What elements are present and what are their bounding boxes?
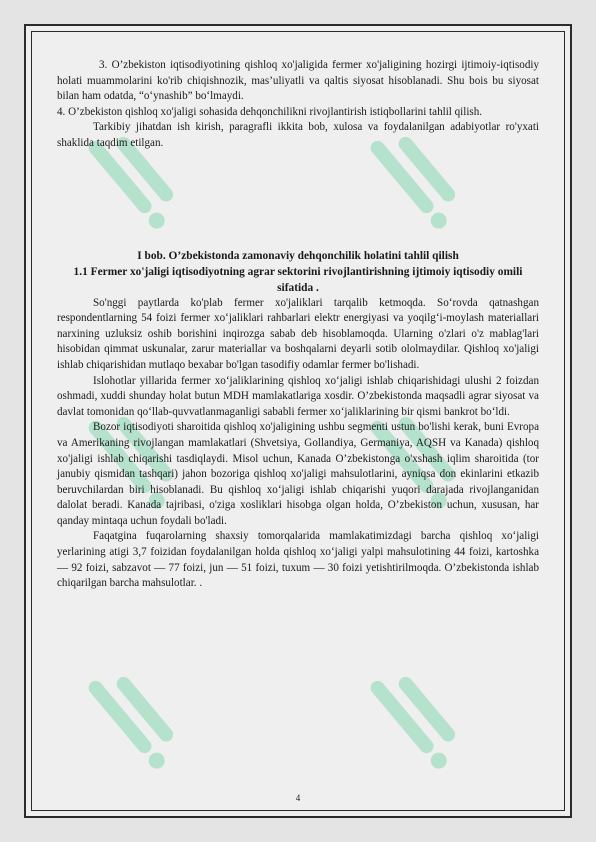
page-number: 4 [295,793,301,803]
section-spacer [57,152,539,248]
chapter-title: I bob. O’zbekistonda zamonaviy dehqonchilik holatini tahlil qilish [137,249,459,262]
body-paragraph-1: So'nggi paytlarda ko'plab fermer xo'jaliklari tarqalib ketmoqda. So‘rovda qatnashgan respondentlarning 54 foizi fermer xo‘jaliklari rahbarlari elektr energiyasi va yoqilg‘i-moylash materiallari narxining uzluksiz oshib borishini inqirozga sabab deb hisoblamoqda. Ularning o'zlari o'z mablag'lari hisobidan qimmat uskunalar, zarur materiallar va boshqalarni deyarli sotib ololmaydilar. Qishloq xo'jaligi ishlab chiqarishidan mutlaqo bexabar bo'lgan tasodifiy odamlar fermer bo'lishadi. [57,296,539,371]
intro-paragraph-1: 3. O’zbekiston iqtisodiyotining qishloq xo'jaligida fermer xo'jaligining hozirgi ijtimoiy-iqtisodiy holati muammolarini ko'rib chiqishnozik, mas’uliyatli va qaltis siyosat hisoblanadi. Shu bois bu siyosat bilan ham odatda, “o‘ynashib” bo‘lmaydi. [57,59,539,103]
body-paragraph-2: Islohotlar yillarida fermer xo‘jaliklarining qishloq xo‘jaligi ishlab chiqarishidagi ulushi 2 foizdan oshmadi, xuddi shunday holat butun MDH mamlakatlariga xosdir. O’zbekistonda maqsadli agrar siyosat va davlat tomonidan qo‘llab-quvvatlanmaganligi sababli fermer xo‘jaliklarining bir qismi bankrot bo‘ldi. [57,374,539,418]
body-paragraph-3: Bozor iqtisodiyoti sharoitida qishloq xo'jaligining ushbu segmenti ustun bo'lishi kerak, buni Evropa va Amerikaning rivojlangan mamlakatlari (Shvetsiya, Gollandiya, Germaniya, AQSH va Kanada) qishloq xo'jaligi ishlab chiqarishi tasdiqlaydi. Misol uchun, Kanada O’zbekistonga o'xshash iqlim sharoitida (tor janubiy qismidan tashqari) jahon bozoriga qishloq xo'jaligi mahsulotlarini, ayniqsa don ekinlarini etkazib beruvchilardan biri hisoblanadi. Bu qishloq xo‘jaligi ishlab chiqarishi yuqori darajada rivojlanganidan dalolat beradi. Kanada tajribasi, o'ziga xosliklari hisobga olgan holda, O’zbekiston uchun, xususan, har qanday mintaqa uchun foydali bo'ladi. [57,421,539,527]
intro-paragraph-3: Tarkibiy jihatdan ish kirish, paragrafli ikkita bob, xulosa va foydalanilgan adabiyotlar ro'yxati shaklida taqdim etilgan. [57,121,539,149]
section-title: 1.1 Fermer xo'jaligi iqtisodiyotning agrar sektorini rivojlantirishning ijtimoiy iqtisodiy omili sifatida . [73,265,523,294]
intro-paragraph-2: 4. O’zbekiston qishloq xo'jaligi sohasida dehqonchilikni rivojlantirish istiqbollarini tahlil qilish. [57,105,483,118]
body-paragraph-4: Faqatgina fuqarolarning shaxsiy tomorqalarida mamlakatimizdagi barcha qishloq xo‘jaligi yerlarining atigi 3,7 foizidan foydalanilgan holda qishloq xo‘jaligi yalpi mahsulotining 44 foizi, kartoshka — 92 foizi, sabzavot — 77 foizi, jun — 51 foizi, tuxum — 30 foizi yetishtirilmoqda. O’zbekistonda ishlab chiqarilgan barcha mahsulotlar. . [57,530,539,590]
document-body [57,58,539,592]
